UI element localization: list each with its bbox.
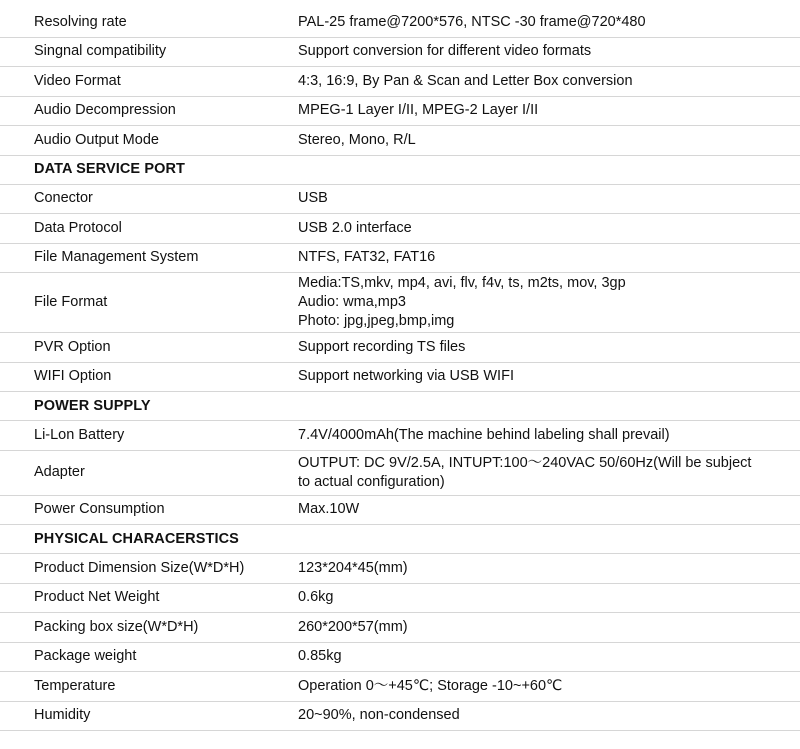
spec-value: 4:3, 16:9, By Pan & Scan and Letter Box conversion (292, 67, 800, 97)
spec-value: USB (292, 184, 800, 214)
spec-value: Support recording TS files (292, 333, 800, 363)
spec-label: Video Format (0, 67, 292, 97)
spec-row-package-weight (0, 642, 800, 672)
spec-row-audio-decompression (0, 96, 800, 126)
spec-label: Singnal compatibility (0, 37, 292, 67)
spec-value-line: Photo: jpg,jpeg,bmp,img (298, 313, 455, 329)
spec-value-line: Media:TS,mkv, mp4, avi, flv, f4v, ts, m2ts, mov, 3gp (298, 275, 626, 291)
spec-value: MPEG-1 Layer I/II, MPEG-2 Layer I/II (292, 96, 800, 126)
spec-row-product-dimension (0, 554, 800, 584)
spec-value: 20~90%, non-condensed (292, 701, 800, 731)
section-heading: DATA SERVICE PORT (0, 155, 292, 184)
spec-value-line: Audio: wma,mp3 (298, 294, 406, 310)
spec-label: Temperature (0, 672, 292, 702)
spec-label: Power Consumption (0, 495, 292, 525)
spec-sheet (0, 8, 800, 731)
spec-label: Conector (0, 184, 292, 214)
spec-label: Li-Lon Battery (0, 421, 292, 451)
spec-label: Audio Output Mode (0, 126, 292, 156)
spec-value: 123*204*45(mm) (292, 554, 800, 584)
spec-row-file-management-system (0, 243, 800, 273)
spec-value: Support conversion for different video formats (292, 37, 800, 67)
spec-row-file-format (0, 273, 800, 333)
section-heading-data-service-port (0, 155, 800, 184)
spec-row-humidity (0, 701, 800, 731)
spec-value: Stereo, Mono, R/L (292, 126, 800, 156)
spec-row-pvr-option (0, 333, 800, 363)
spec-value: OUTPUT: DC 9V/2.5A, INTUPT:100～240VAC 50/60Hz(Will be subject to actual configuration) (292, 450, 800, 495)
spec-value: NTFS, FAT32, FAT16 (292, 243, 800, 273)
section-heading-blank (292, 392, 800, 421)
spec-label: Humidity (0, 701, 292, 731)
spec-value: 0.6kg (292, 583, 800, 613)
spec-row-signal-compatibility (0, 37, 800, 67)
spec-value: 260*200*57(mm) (292, 613, 800, 643)
spec-label: PVR Option (0, 333, 292, 363)
spec-label: File Management System (0, 243, 292, 273)
spec-value: 0.85kg (292, 642, 800, 672)
spec-row-data-protocol (0, 214, 800, 244)
spec-label: WIFI Option (0, 362, 292, 392)
spec-value: USB 2.0 interface (292, 214, 800, 244)
section-heading: POWER SUPPLY (0, 392, 292, 421)
spec-table (0, 8, 800, 731)
spec-row-power-consumption (0, 495, 800, 525)
spec-row-wifi-option (0, 362, 800, 392)
section-heading-blank (292, 525, 800, 554)
spec-label: Product Net Weight (0, 583, 292, 613)
spec-label: Package weight (0, 642, 292, 672)
spec-label: File Format (0, 273, 292, 333)
section-heading: PHYSICAL CHARACERSTICS (0, 525, 292, 554)
spec-label: Resolving rate (0, 8, 292, 37)
spec-value: 7.4V/4000mAh(The machine behind labeling shall prevail) (292, 421, 800, 451)
spec-row-audio-output-mode (0, 126, 800, 156)
section-heading-blank (292, 155, 800, 184)
spec-label: Product Dimension Size(W*D*H) (0, 554, 292, 584)
spec-row-adapter (0, 450, 800, 495)
spec-label: Audio Decompression (0, 96, 292, 126)
spec-row-resolving-rate (0, 8, 800, 37)
spec-row-packing-box-size (0, 613, 800, 643)
spec-row-net-weight (0, 583, 800, 613)
spec-label: Adapter (0, 450, 292, 495)
spec-row-temperature (0, 672, 800, 702)
spec-label: Data Protocol (0, 214, 292, 244)
spec-value: Support networking via USB WIFI (292, 362, 800, 392)
spec-row-battery (0, 421, 800, 451)
section-heading-power-supply (0, 392, 800, 421)
spec-label: Packing box size(W*D*H) (0, 613, 292, 643)
spec-value: PAL-25 frame@7200*576, NTSC -30 frame@720*480 (292, 8, 800, 37)
section-heading-physical-characteristics (0, 525, 800, 554)
spec-value (292, 273, 800, 333)
spec-row-video-format (0, 67, 800, 97)
spec-row-connector (0, 184, 800, 214)
spec-value: Max.10W (292, 495, 800, 525)
spec-value: Operation 0～+45℃; Storage -10~+60℃ (292, 672, 800, 702)
